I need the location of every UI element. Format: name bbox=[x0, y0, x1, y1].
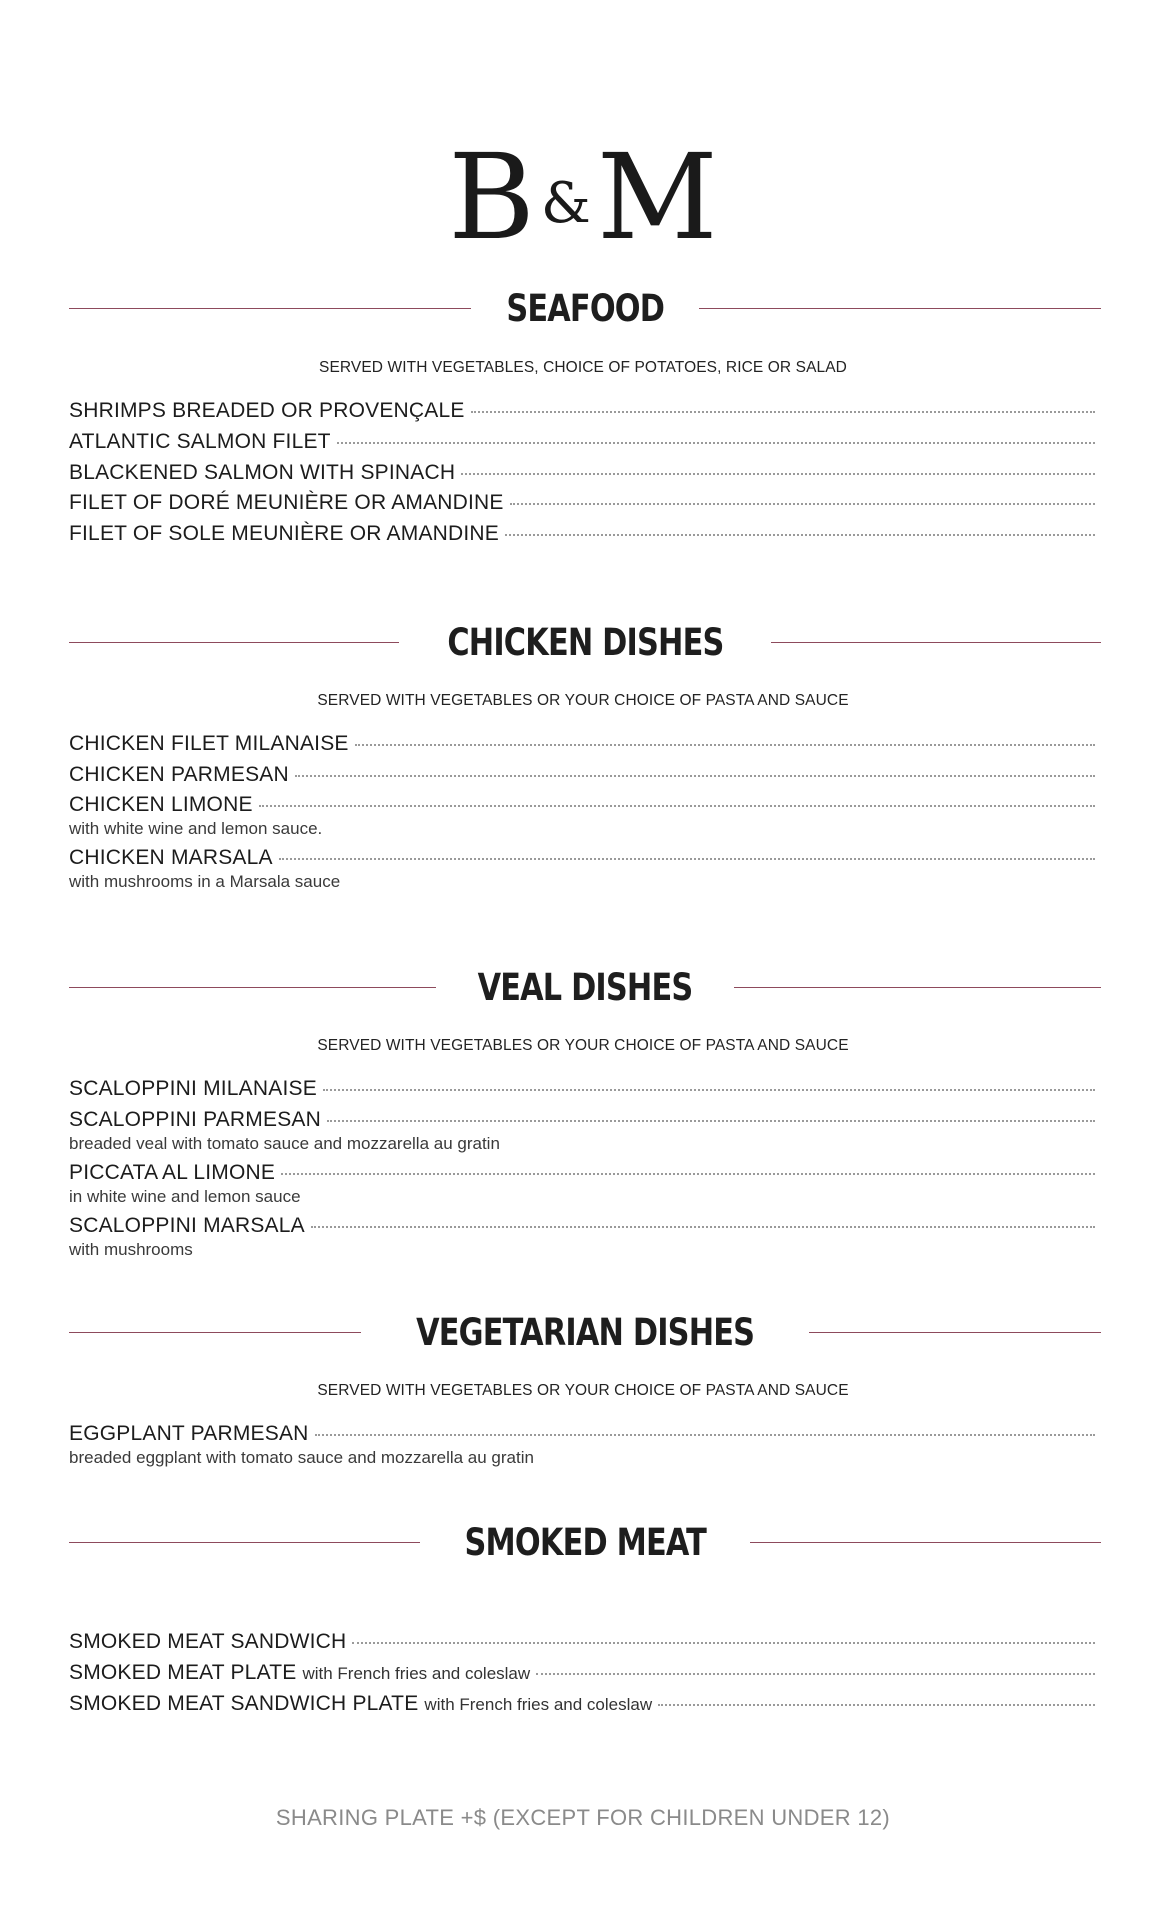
section-header-chicken bbox=[69, 612, 1101, 672]
menu-item-name: BLACKENED SALMON WITH SPINACH bbox=[69, 461, 456, 484]
menu-item-name: SMOKED MEAT SANDWICH PLATE bbox=[69, 1692, 419, 1715]
menu-item-name: SCALOPPINI MILANAISE bbox=[69, 1077, 317, 1100]
dot-leader bbox=[471, 411, 1095, 413]
dot-leader bbox=[279, 858, 1095, 860]
section-note: SERVED WITH VEGETABLES OR YOUR CHOICE OF PASTA AND SAUCE bbox=[317, 1037, 849, 1054]
divider-line bbox=[69, 1332, 361, 1333]
menu-item-name: SCALOPPINI MARSALA bbox=[69, 1214, 305, 1237]
divider-line bbox=[699, 308, 1101, 309]
dot-leader bbox=[281, 1173, 1095, 1175]
menu-item-inline-description: with French fries and coleslaw bbox=[424, 1695, 653, 1714]
menu-item-name: EGGPLANT PARMESAN bbox=[69, 1422, 309, 1445]
menu-item bbox=[69, 490, 1095, 516]
dot-leader bbox=[658, 1704, 1095, 1706]
section-title: VEGETARIAN DISHES bbox=[415, 1310, 755, 1354]
section-title: SEAFOOD bbox=[506, 286, 664, 330]
divider-line bbox=[750, 1542, 1101, 1543]
menu-item-name: SHRIMPS BREADED OR PROVENÇALE bbox=[69, 399, 465, 422]
section-title: CHICKEN DISHES bbox=[446, 620, 724, 664]
logo-ampersand: & bbox=[541, 171, 591, 237]
menu-item-name: CHICKEN PARMESAN bbox=[69, 763, 289, 786]
section-note: SERVED WITH VEGETABLES OR YOUR CHOICE OF PASTA AND SAUCE bbox=[317, 1382, 849, 1399]
section-title: VEAL DISHES bbox=[477, 965, 693, 1009]
dot-leader bbox=[327, 1120, 1095, 1122]
dot-leader bbox=[259, 805, 1095, 807]
menu-item bbox=[69, 429, 1095, 455]
section-title: SMOKED MEAT bbox=[464, 1520, 706, 1564]
menu-item bbox=[69, 1421, 1095, 1447]
dot-leader bbox=[315, 1434, 1095, 1436]
menu-item-inline-description: with French fries and coleslaw bbox=[302, 1664, 531, 1683]
menu-item bbox=[69, 521, 1095, 547]
menu-item bbox=[69, 1660, 1095, 1687]
menu-item bbox=[69, 460, 1095, 486]
menu-item-name: ATLANTIC SALMON FILET bbox=[69, 430, 331, 453]
menu-item-name: PICCATA AL LIMONE bbox=[69, 1161, 276, 1184]
divider-line bbox=[809, 1332, 1101, 1333]
divider-line bbox=[734, 987, 1101, 988]
menu-item-name: SCALOPPINI PARMESAN bbox=[69, 1108, 321, 1131]
menu-item-description: with mushrooms bbox=[69, 1240, 193, 1259]
menu-item bbox=[69, 1213, 1095, 1239]
menu-item-name: CHICKEN FILET MILANAISE bbox=[69, 732, 349, 755]
footer-note: SHARING PLATE +$ (EXCEPT FOR CHILDREN UNDER 12) bbox=[275, 1805, 891, 1830]
restaurant-logo bbox=[0, 128, 1166, 266]
menu-item bbox=[69, 1107, 1095, 1133]
menu-item bbox=[69, 762, 1095, 788]
divider-line bbox=[771, 642, 1101, 643]
menu-item-description: in white wine and lemon sauce bbox=[69, 1187, 301, 1206]
section-header-smoked-meat bbox=[69, 1512, 1101, 1572]
menu-item-name: FILET OF DORÉ MEUNIÈRE OR AMANDINE bbox=[69, 491, 504, 514]
menu-item bbox=[69, 1160, 1095, 1186]
menu-item bbox=[69, 731, 1095, 757]
dot-leader bbox=[505, 534, 1095, 536]
section-header-seafood bbox=[69, 278, 1101, 338]
menu-item bbox=[69, 398, 1095, 424]
menu-item-name: CHICKEN MARSALA bbox=[69, 846, 273, 869]
menu-item-name: FILET OF SOLE MEUNIÈRE OR AMANDINE bbox=[69, 522, 499, 545]
menu-item-name: SMOKED MEAT PLATE bbox=[69, 1661, 297, 1684]
menu-item bbox=[69, 1691, 1095, 1718]
section-header-vegetarian bbox=[69, 1302, 1101, 1362]
menu-item bbox=[69, 1629, 1095, 1655]
dot-leader bbox=[337, 442, 1095, 444]
menu-item bbox=[69, 845, 1095, 871]
dot-leader bbox=[355, 744, 1095, 746]
menu-item-name: CHICKEN LIMONE bbox=[69, 793, 253, 816]
dot-leader bbox=[510, 503, 1095, 505]
dot-leader bbox=[311, 1226, 1095, 1228]
dot-leader bbox=[323, 1089, 1095, 1091]
menu-item bbox=[69, 1076, 1095, 1102]
dot-leader bbox=[295, 775, 1095, 777]
menu-item-description: with mushrooms in a Marsala sauce bbox=[69, 872, 341, 891]
section-note: SERVED WITH VEGETABLES OR YOUR CHOICE OF PASTA AND SAUCE bbox=[317, 692, 849, 709]
dot-leader bbox=[536, 1673, 1095, 1675]
divider-line bbox=[69, 308, 471, 309]
dot-leader bbox=[352, 1642, 1095, 1644]
logo-letter-b: B bbox=[448, 128, 536, 266]
divider-line bbox=[69, 642, 399, 643]
section-header-veal bbox=[69, 957, 1101, 1017]
menu-item bbox=[69, 792, 1095, 818]
menu-item-description: breaded veal with tomato sauce and mozzarella au gratin bbox=[69, 1134, 500, 1153]
menu-item-description: with white wine and lemon sauce. bbox=[69, 819, 323, 838]
menu-item-description: breaded eggplant with tomato sauce and mozzarella au gratin bbox=[69, 1448, 534, 1467]
dot-leader bbox=[461, 473, 1095, 475]
logo-letter-m: M bbox=[596, 128, 718, 266]
section-note: SERVED WITH VEGETABLES, CHOICE OF POTATOES, RICE OR SALAD bbox=[319, 359, 847, 376]
divider-line bbox=[69, 987, 436, 988]
divider-line bbox=[69, 1542, 420, 1543]
menu-item-name: SMOKED MEAT SANDWICH bbox=[69, 1630, 347, 1653]
